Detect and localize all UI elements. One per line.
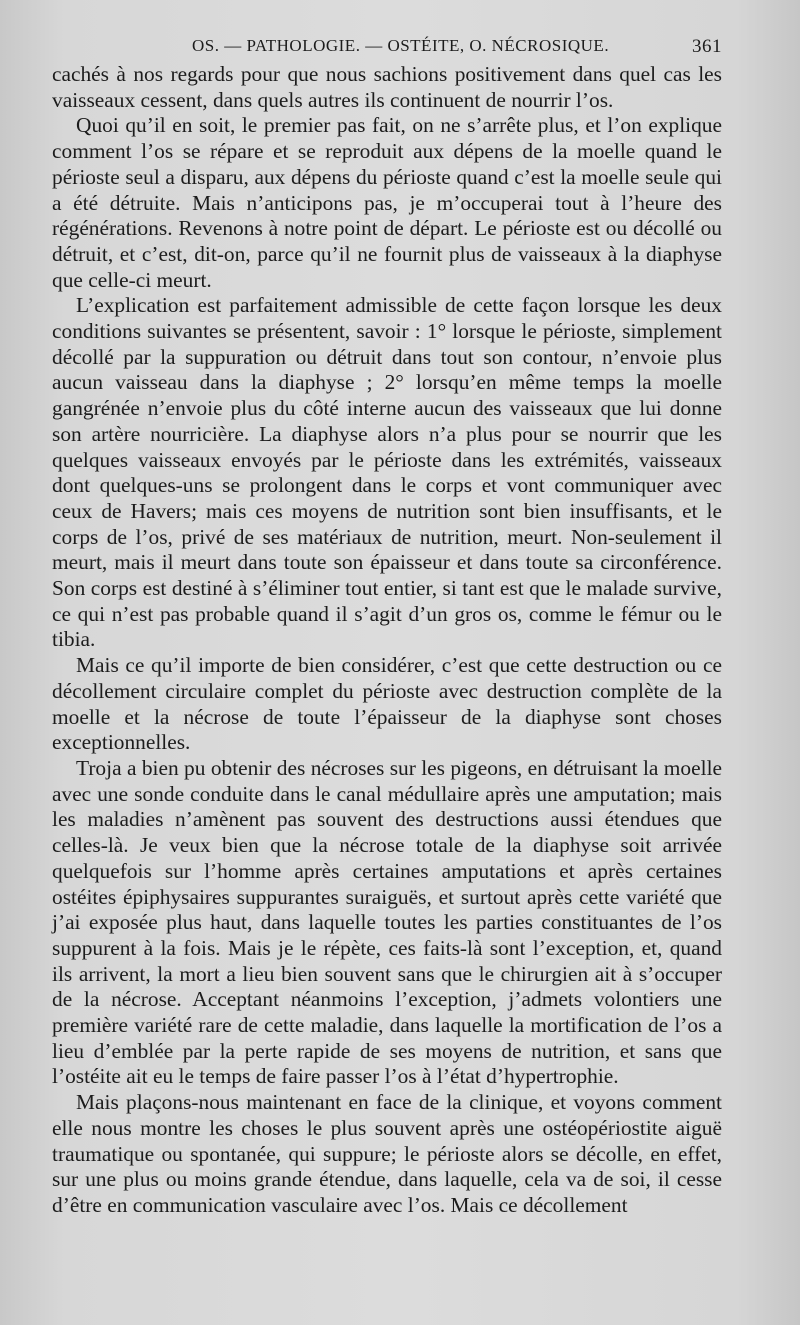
paragraph: Troja a bien pu obtenir des nécroses sur les pigeons, en détruisant la moelle avec une sonde conduite dans le canal médullaire après une amputation; mais les maladies n’amènent pas souvent des destructions aussi étendues que celles-là. Je veux bien que la nécrose totale de la diaphyse soit arrivée quelquefois sur l’homme après certaines amputations et après certaines ostéites épiphysaires suppurantes suraiguës, et surtout après cette variété que j’ai exposée plus haut, dans laquelle toutes les parties constituantes de l’os suppurent à la fois. Mais je le répète, ces faits-là sont l’exception, et, quand ils arrivent, la mort a lieu bien souvent sans que le chirurgien ait à s’occuper de la nécrose. Acceptant néanmoins l’exception, j’admets volontiers une première variété rare de cette maladie, dans laquelle la mortification de l’os a lieu d’emblée par la perte rapide de ses moyens de nutrition, et sans que l’ostéite ait eu le temps de faire passer l’os à l’état d’hypertrophie. <box>52 755 722 1089</box>
paragraph: Mais plaçons-nous maintenant en face de la clinique, et voyons comment elle nous montre les choses le plus souvent après une ostéopériostite aiguë traumatique ou spontanée, qui suppure; le périoste alors se décolle, en effet, sur une plus ou moins grande étendue, dans laquelle, cela va de soi, il cesse d’être en communication vasculaire avec l’os. Mais ce décollement <box>52 1090 722 1217</box>
paragraph: Mais ce qu’il importe de bien considérer, c’est que cette destruction ou ce décollement circulaire complet du périoste avec destruction complète de la moelle et la nécrose de toute l’épaisseur de la diaphyse sont choses exceptionnelles. <box>52 653 722 755</box>
running-head <box>52 36 722 62</box>
paragraph: L’explication est parfaitement admissible de cette façon lorsque les deux conditions suivantes se présentent, savoir : 1° lorsque le périoste, simplement décollé par la suppuration ou détruit dans tout son contour, n’envoie plus aucun vaisseau dans la diaphyse ; 2° lorsqu’en même temps la moelle gangrénée n’envoie plus du côté interne aucun des vaisseaux que lui donne son artère nourricière. La diaphyse alors n’a plus pour se nourrir que les quelques vaisseaux envoyés par le périoste dans les extrémités, vaisseaux dont quelques-uns se prolongent dans le corps et vont communiquer avec ceux de Havers; mais ces moyens de nutrition sont bien insuffisants, et le corps de l’os, privé de ses matériaux de nutrition, meurt. Non-seulement il meurt, mais il meurt dans toute son épaisseur et dans toute sa circonférence. Son corps est destiné à s’éliminer tout entier, si tant est que le malade survive, ce qui n’est pas probable quand il s’agit d’un gros os, comme le fémur ou le tibia. <box>52 293 722 652</box>
paragraph-continuation: cachés à nos regards pour que nous sachions positivement dans quel cas les vaisseaux cessent, dans quels autres ils continuent de nourrir l’os. <box>52 62 722 112</box>
running-title: OS. — PATHOLOGIE. — OSTÉITE, O. NÉCROSIQUE. <box>192 36 610 55</box>
paragraph: Quoi qu’il en soit, le premier pas fait, on ne s’arrête plus, et l’on explique comment l’os se répare et se reproduit aux dépens de la moelle quand le périoste seul a disparu, aux dépens du périoste quand c’est la moelle seule qui a été détruite. Mais n’anticipons pas, je m’occuperai tout à l’heure des régénérations. Revenons à notre point de départ. Le périoste est ou décollé ou détruit, et c’est, dit-on, parce qu’il ne fournit plus de vaisseaux à la diaphyse que celle-ci meurt. <box>52 113 722 292</box>
page-number: 361 <box>692 36 722 57</box>
body-text <box>52 62 722 1219</box>
